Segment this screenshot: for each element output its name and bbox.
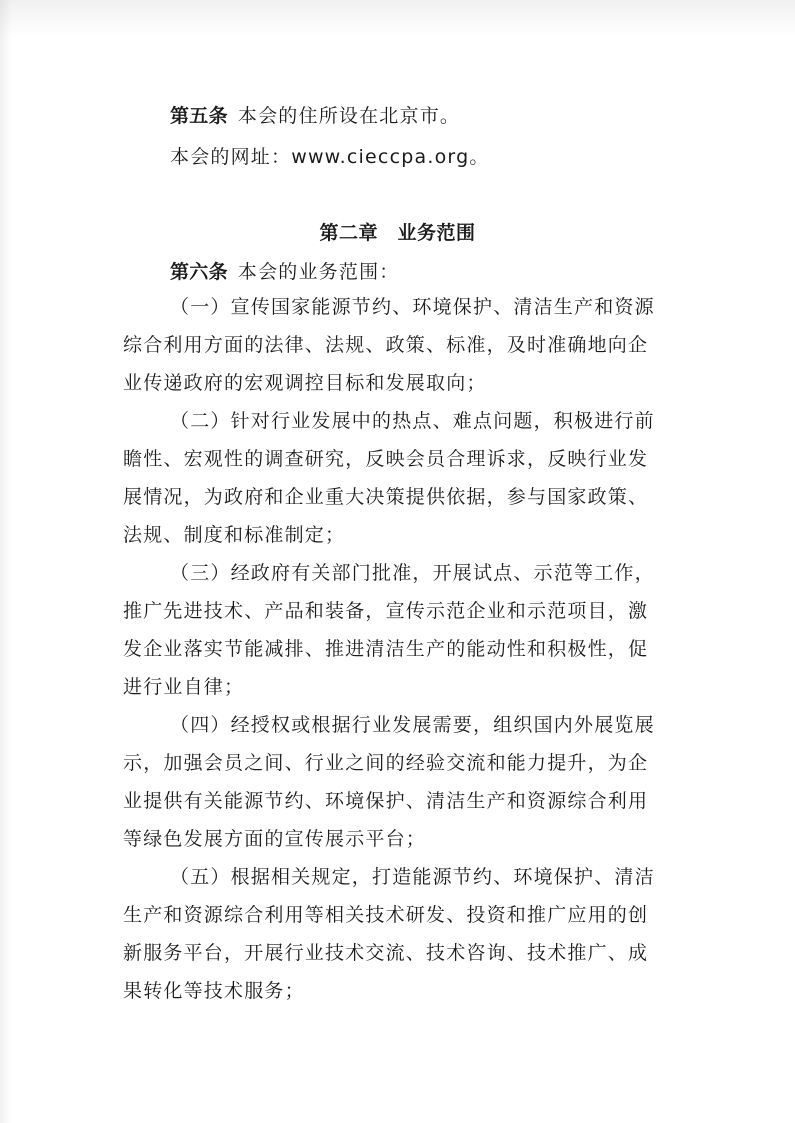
item-3-line-2: 推广先进技术、产品和装备，宣传示范企业和示范项目，激: [123, 600, 649, 622]
item-4-line-3: 业提供有关能源节约、环境保护、清洁生产和资源综合利用: [123, 790, 649, 812]
article-6-heading: 第六条: [170, 261, 228, 283]
article-6-line: [170, 260, 400, 284]
item-3-line-1: （三）经政府有关部门批准，开展试点、示范等工作，: [170, 562, 655, 584]
item-4-line-2: 示，加强会员之间、行业之间的经验交流和能力提升，为企: [123, 752, 649, 774]
item-4-line-4: 等绿色发展方面的宣传展示平台；: [123, 828, 427, 850]
article-5-url-line: 本会的网址：www.cieccpa.org。: [170, 146, 490, 168]
item-1-line-3: 业传递政府的宏观调控目标和发展取向；: [123, 372, 487, 394]
article-5-heading: 第五条: [170, 105, 228, 127]
article-5-line: [170, 104, 460, 128]
item-5-line-2: 生产和资源综合利用等相关技术研发、投资和推广应用的创: [123, 904, 649, 926]
chapter-2-title: 第二章 业务范围: [319, 222, 476, 244]
article-6-text: 本会的业务范围：: [237, 261, 400, 283]
item-5-line-4: 果转化等技术服务；: [123, 980, 305, 1002]
item-3-line-4: 进行业自律；: [123, 676, 245, 698]
item-2-line-3: 展情况，为政府和企业重大决策提供依据，参与国家政策、: [123, 486, 649, 508]
item-5-line-1: （五）根据相关规定，打造能源节约、环境保护、清洁: [170, 866, 655, 888]
item-3-line-3: 发企业落实节能减排、推进清洁生产的能动性和积极性，促: [123, 638, 649, 660]
item-2-line-1: （二）针对行业发展中的热点、难点问题，积极进行前: [170, 410, 655, 432]
item-1-line-1: （一）宣传国家能源节约、环境保护、清洁生产和资源: [170, 296, 655, 318]
item-5-line-3: 新服务平台，开展行业技术交流、技术咨询、技术推广、成: [123, 942, 649, 964]
article-5-text: 本会的住所设在北京市。: [237, 105, 461, 127]
item-4-line-1: （四）经授权或根据行业发展需要，组织国内外展览展: [170, 714, 655, 736]
item-2-line-2: 瞻性、宏观性的调查研究，反映会员合理诉求，反映行业发: [123, 448, 649, 470]
item-2-line-4: 法规、制度和标准制定；: [123, 524, 346, 546]
item-1-line-2: 综合利用方面的法律、法规、政策、标准，及时准确地向企: [123, 334, 649, 356]
